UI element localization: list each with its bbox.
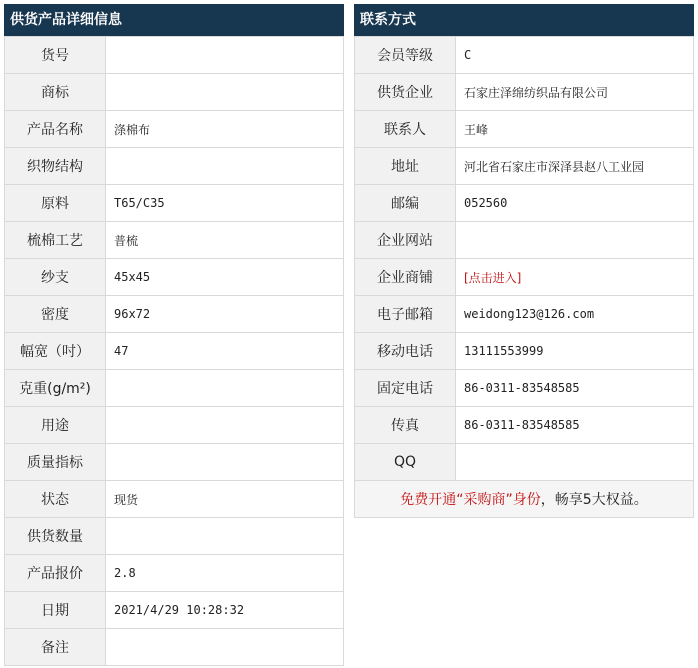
table-row	[355, 185, 694, 222]
row-value-fabric-structure	[106, 148, 344, 185]
row-value-contact-person: 王峰	[456, 111, 694, 148]
row-value-weight	[106, 370, 344, 407]
row-label-phone: 固定电话	[355, 370, 456, 407]
row-label-width: 幅宽（吋）	[5, 333, 106, 370]
contact-title: 联系方式	[354, 4, 694, 36]
row-value-postcode: 052560	[456, 185, 694, 222]
row-value-email: weidong123@126.com	[456, 296, 694, 333]
table-row	[355, 333, 694, 370]
row-label-quantity: 供货数量	[5, 518, 106, 555]
row-value-phone: 86-0311-83548585	[456, 370, 694, 407]
product-detail-panel	[4, 4, 344, 666]
row-value-mobile: 13111553999	[456, 333, 694, 370]
row-value-fax: 86-0311-83548585	[456, 407, 694, 444]
table-row	[355, 444, 694, 481]
table-row	[5, 444, 344, 481]
table-row	[5, 592, 344, 629]
row-label-yarn-count: 纱支	[5, 259, 106, 296]
table-row	[355, 481, 694, 518]
row-label-mobile: 移动电话	[355, 333, 456, 370]
row-label-quality: 质量指标	[5, 444, 106, 481]
row-label-website: 企业网站	[355, 222, 456, 259]
row-value-density: 96x72	[106, 296, 344, 333]
shop-enter-link[interactable]: [点击进入]	[464, 270, 522, 285]
row-label-member-level: 会员等级	[355, 37, 456, 74]
table-row	[5, 629, 344, 666]
row-value-shop	[456, 259, 694, 296]
row-value-member-level: C	[456, 37, 694, 74]
row-label-date: 日期	[5, 592, 106, 629]
row-label-fabric-structure: 织物结构	[5, 148, 106, 185]
row-value-carding: 普梳	[106, 222, 344, 259]
row-label-fax: 传真	[355, 407, 456, 444]
row-value-brand	[106, 74, 344, 111]
row-label-address: 地址	[355, 148, 456, 185]
table-row	[5, 296, 344, 333]
row-label-shop: 企业商铺	[355, 259, 456, 296]
table-row	[5, 333, 344, 370]
table-row	[355, 370, 694, 407]
row-label-postcode: 邮编	[355, 185, 456, 222]
row-value-quality	[106, 444, 344, 481]
row-label-qq: QQ	[355, 444, 456, 481]
row-value-website	[456, 222, 694, 259]
table-row	[355, 74, 694, 111]
row-value-company: 石家庄泽绵纺织品有限公司	[456, 74, 694, 111]
row-label-material: 原料	[5, 185, 106, 222]
product-detail-title: 供货产品详细信息	[4, 4, 344, 36]
row-label-usage: 用途	[5, 407, 106, 444]
row-value-material: T65/C35	[106, 185, 344, 222]
table-row	[5, 259, 344, 296]
row-label-product-name: 产品名称	[5, 111, 106, 148]
contact-table	[354, 36, 694, 518]
row-label-carding: 梳棉工艺	[5, 222, 106, 259]
table-row	[5, 370, 344, 407]
buyer-promo-link[interactable]: 免费开通“采购商”身份	[400, 492, 541, 508]
table-row	[355, 407, 694, 444]
table-row	[5, 481, 344, 518]
table-row	[355, 148, 694, 185]
row-label-contact-person: 联系人	[355, 111, 456, 148]
contact-panel	[354, 4, 694, 518]
row-label-brand: 商标	[5, 74, 106, 111]
row-value-address: 河北省石家庄市深泽县赵八工业园	[456, 148, 694, 185]
row-label-price: 产品报价	[5, 555, 106, 592]
row-value-remarks	[106, 629, 344, 666]
row-label-weight: 克重(g/m²)	[5, 370, 106, 407]
row-value-usage	[106, 407, 344, 444]
row-value-width: 47	[106, 333, 344, 370]
row-value-date: 2021/4/29 10:28:32	[106, 592, 344, 629]
row-value-qq	[456, 444, 694, 481]
row-value-status: 现货	[106, 481, 344, 518]
table-row	[355, 37, 694, 74]
buyer-promo-notice	[355, 481, 694, 518]
buyer-promo-text: ，畅享5大权益。	[540, 492, 648, 508]
table-row	[5, 222, 344, 259]
row-value-price: 2.8	[106, 555, 344, 592]
table-row	[355, 259, 694, 296]
table-row	[5, 185, 344, 222]
row-label-remarks: 备注	[5, 629, 106, 666]
table-row	[5, 111, 344, 148]
row-value-yarn-count: 45x45	[106, 259, 344, 296]
table-row	[355, 222, 694, 259]
table-row	[5, 518, 344, 555]
row-label-email: 电子邮箱	[355, 296, 456, 333]
table-row	[355, 296, 694, 333]
row-value-item-no	[106, 37, 344, 74]
product-detail-table	[4, 36, 344, 666]
table-row	[5, 555, 344, 592]
row-label-status: 状态	[5, 481, 106, 518]
table-row	[5, 148, 344, 185]
row-label-density: 密度	[5, 296, 106, 333]
row-label-item-no: 货号	[5, 37, 106, 74]
table-row	[355, 111, 694, 148]
row-label-company: 供货企业	[355, 74, 456, 111]
table-row	[5, 74, 344, 111]
table-row	[5, 407, 344, 444]
row-value-quantity	[106, 518, 344, 555]
table-row	[5, 37, 344, 74]
row-value-product-name: 涤棉布	[106, 111, 344, 148]
